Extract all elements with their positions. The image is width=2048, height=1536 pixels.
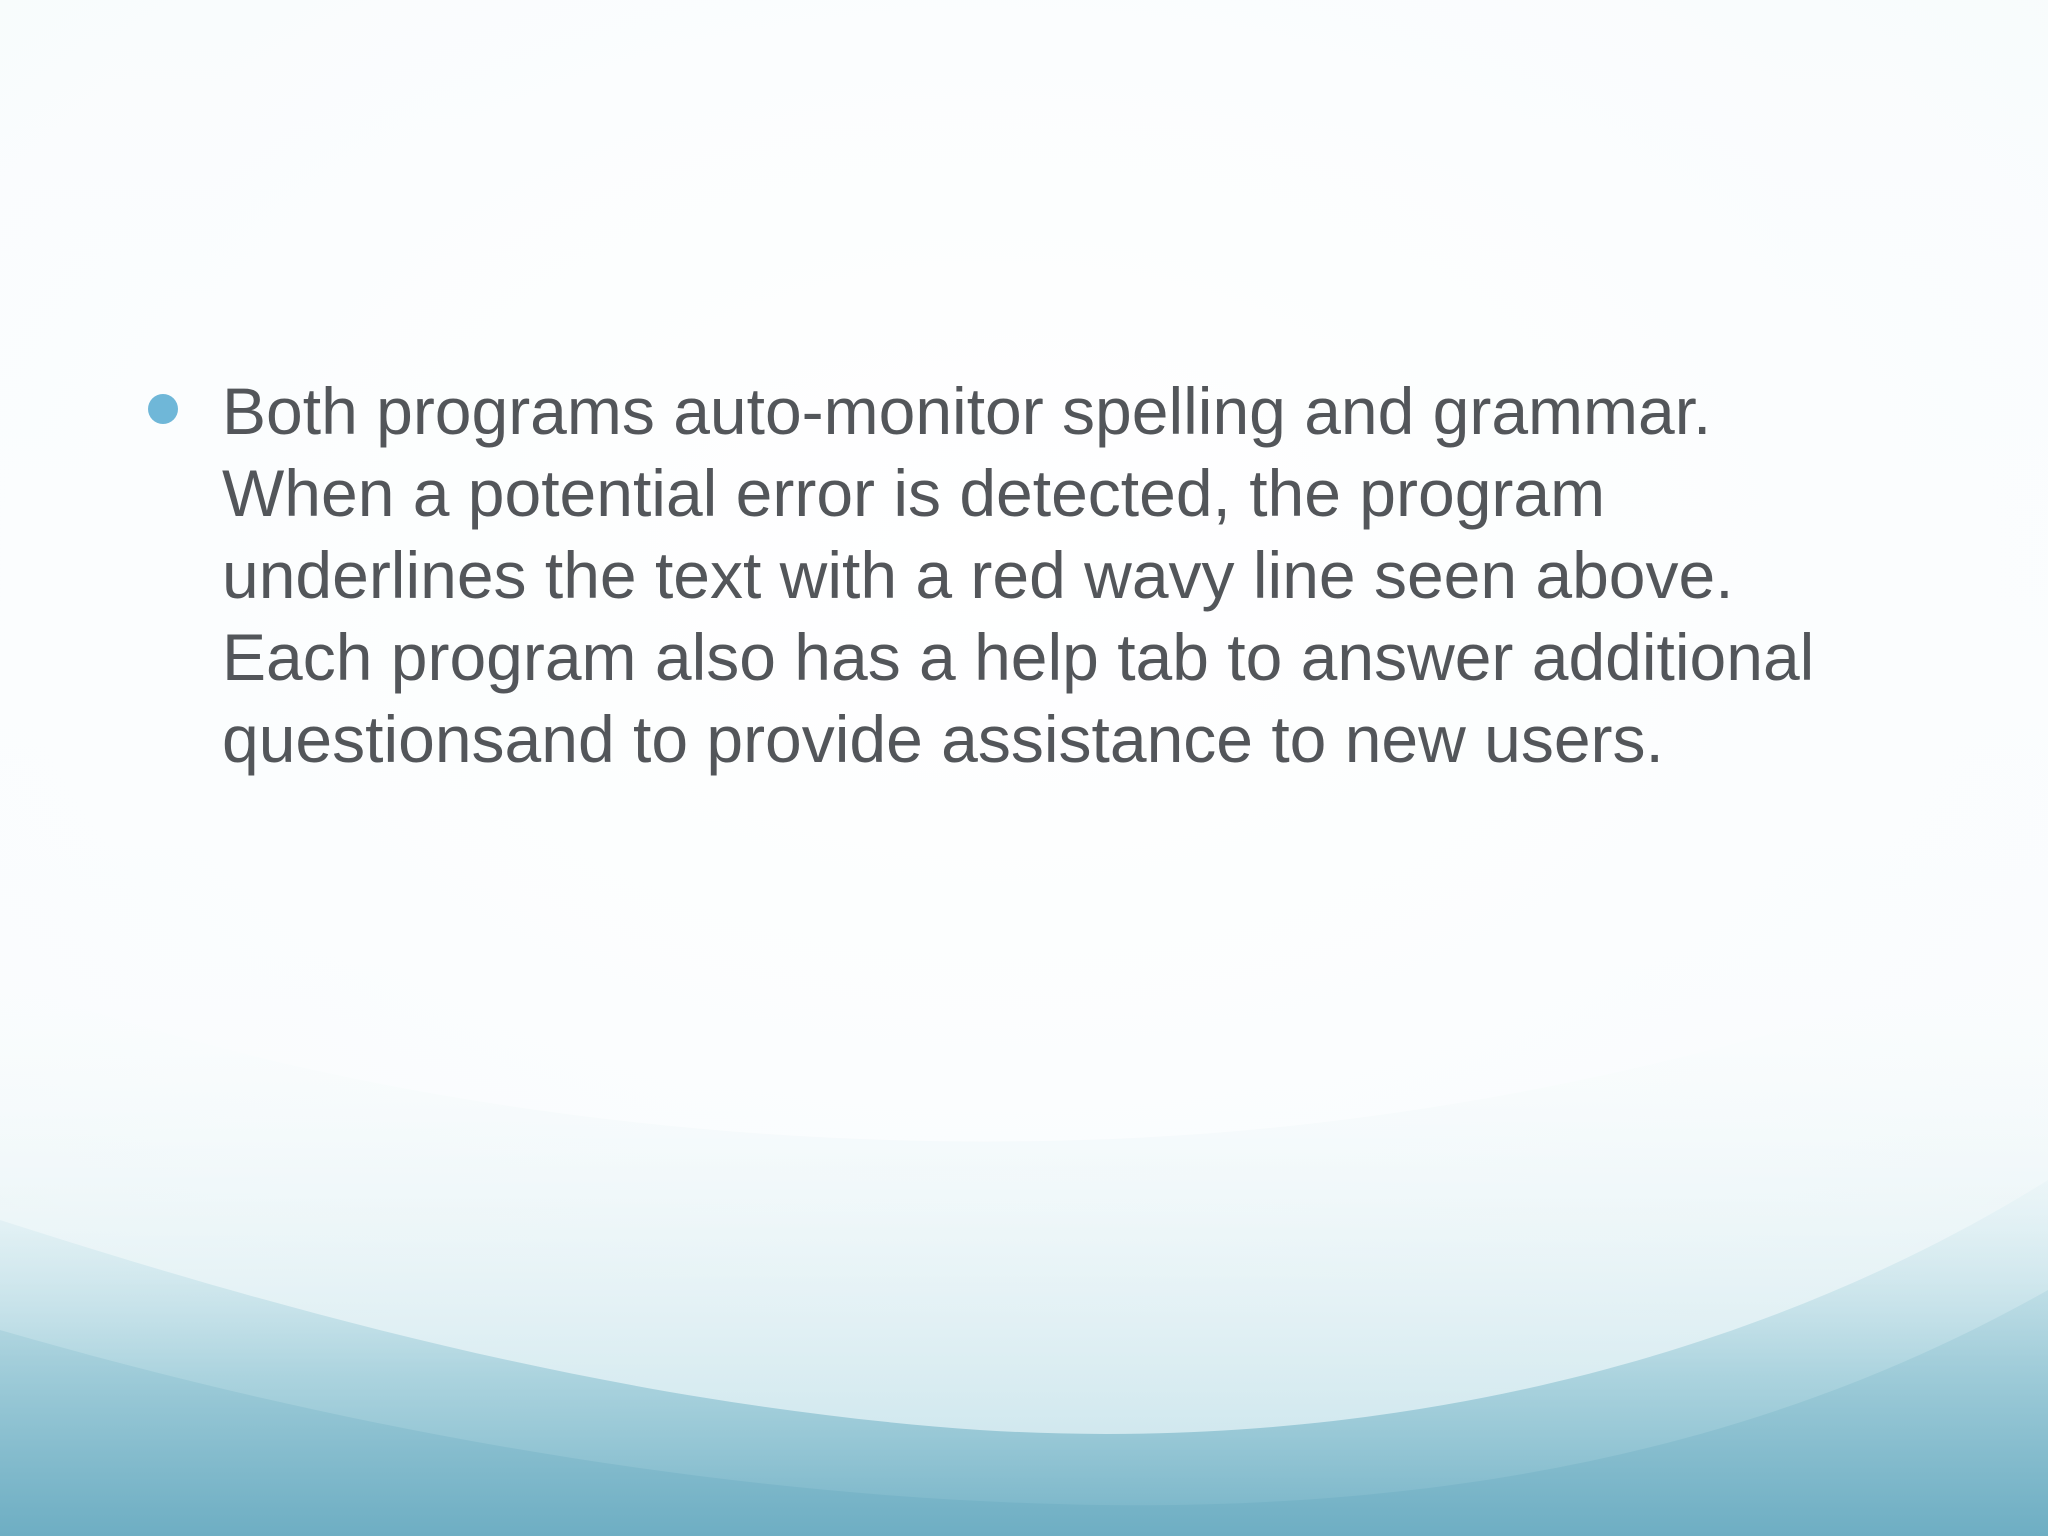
bullet-line: Both programs auto-monitor spelling and grammar.	[222, 374, 1712, 448]
bullet-line: When a potential error is detected, the program	[222, 456, 1606, 530]
bullet-line: Each program also has a help tab to answer additional	[222, 620, 1815, 694]
bullet-line: underlines the text with a red wavy line seen above.	[222, 538, 1734, 612]
bullet-paragraph	[222, 370, 1942, 780]
bullet-line: questionsand to provide assistance to new users.	[222, 702, 1664, 776]
bullet-dot-icon	[148, 394, 178, 424]
